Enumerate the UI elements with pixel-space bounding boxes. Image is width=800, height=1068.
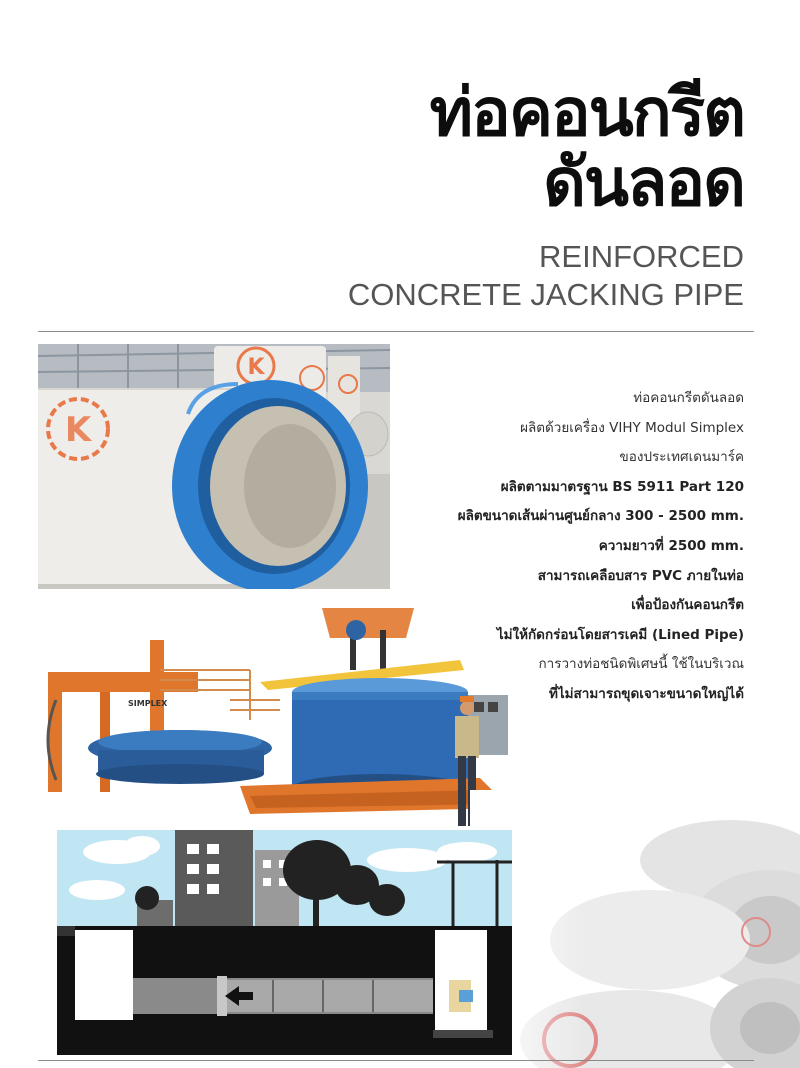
title-thai-line2: ดันลอด (543, 144, 744, 221)
machine-photo (40, 600, 520, 828)
divider-top (38, 331, 754, 332)
background-pipes-photo (470, 790, 800, 1068)
machine-brand-label: SIMPLEX (128, 699, 168, 708)
spec-line: ผลิตขนาดเส้นผ่านศูนย์กลาง 300 - 2500 mm. (457, 508, 744, 525)
spec-line: ของประเทศเดนมาร์ค (619, 449, 744, 466)
spec-line: ผลิตด้วยเครื่อง VIHY Modul Simplex (520, 419, 744, 436)
pipe-jacking-diagram (57, 830, 512, 1055)
divider-bottom (38, 1060, 754, 1061)
spec-line: ความยาวที่ 2500 mm. (598, 537, 744, 554)
title-thai-line1: ท่อคอนกรีต (429, 74, 744, 151)
spec-line: ที่ไม่สามารถขุดเจาะขนาดใหญ่ได้ (548, 685, 744, 702)
title-en-line1: REINFORCED (539, 239, 744, 274)
spec-line: การวางท่อชนิดพิเศษนี้ ใช้ในบริเวณ (538, 656, 744, 673)
title-en-line2: CONCRETE JACKING PIPE (347, 277, 744, 312)
pipe-photo (38, 344, 390, 589)
spec-line: เพื่อป้องกันคอนกรีต (631, 597, 744, 614)
svg-text:K: K (247, 355, 265, 380)
spec-line: ท่อคอนกรีตดันลอด (633, 390, 744, 406)
spec-line: ผลิตตามมาตรฐาน BS 5911 Part 120 (500, 478, 744, 495)
spec-line: สามารถเคลือบสาร PVC ภายในท่อ (537, 567, 744, 584)
svg-text:K: K (64, 410, 92, 450)
spec-line: ไม่ให้กัดกร่อนโดยสารเคมี (Lined Pipe) (496, 626, 744, 643)
page-title-thai (429, 74, 744, 221)
page-title-english (348, 238, 744, 314)
